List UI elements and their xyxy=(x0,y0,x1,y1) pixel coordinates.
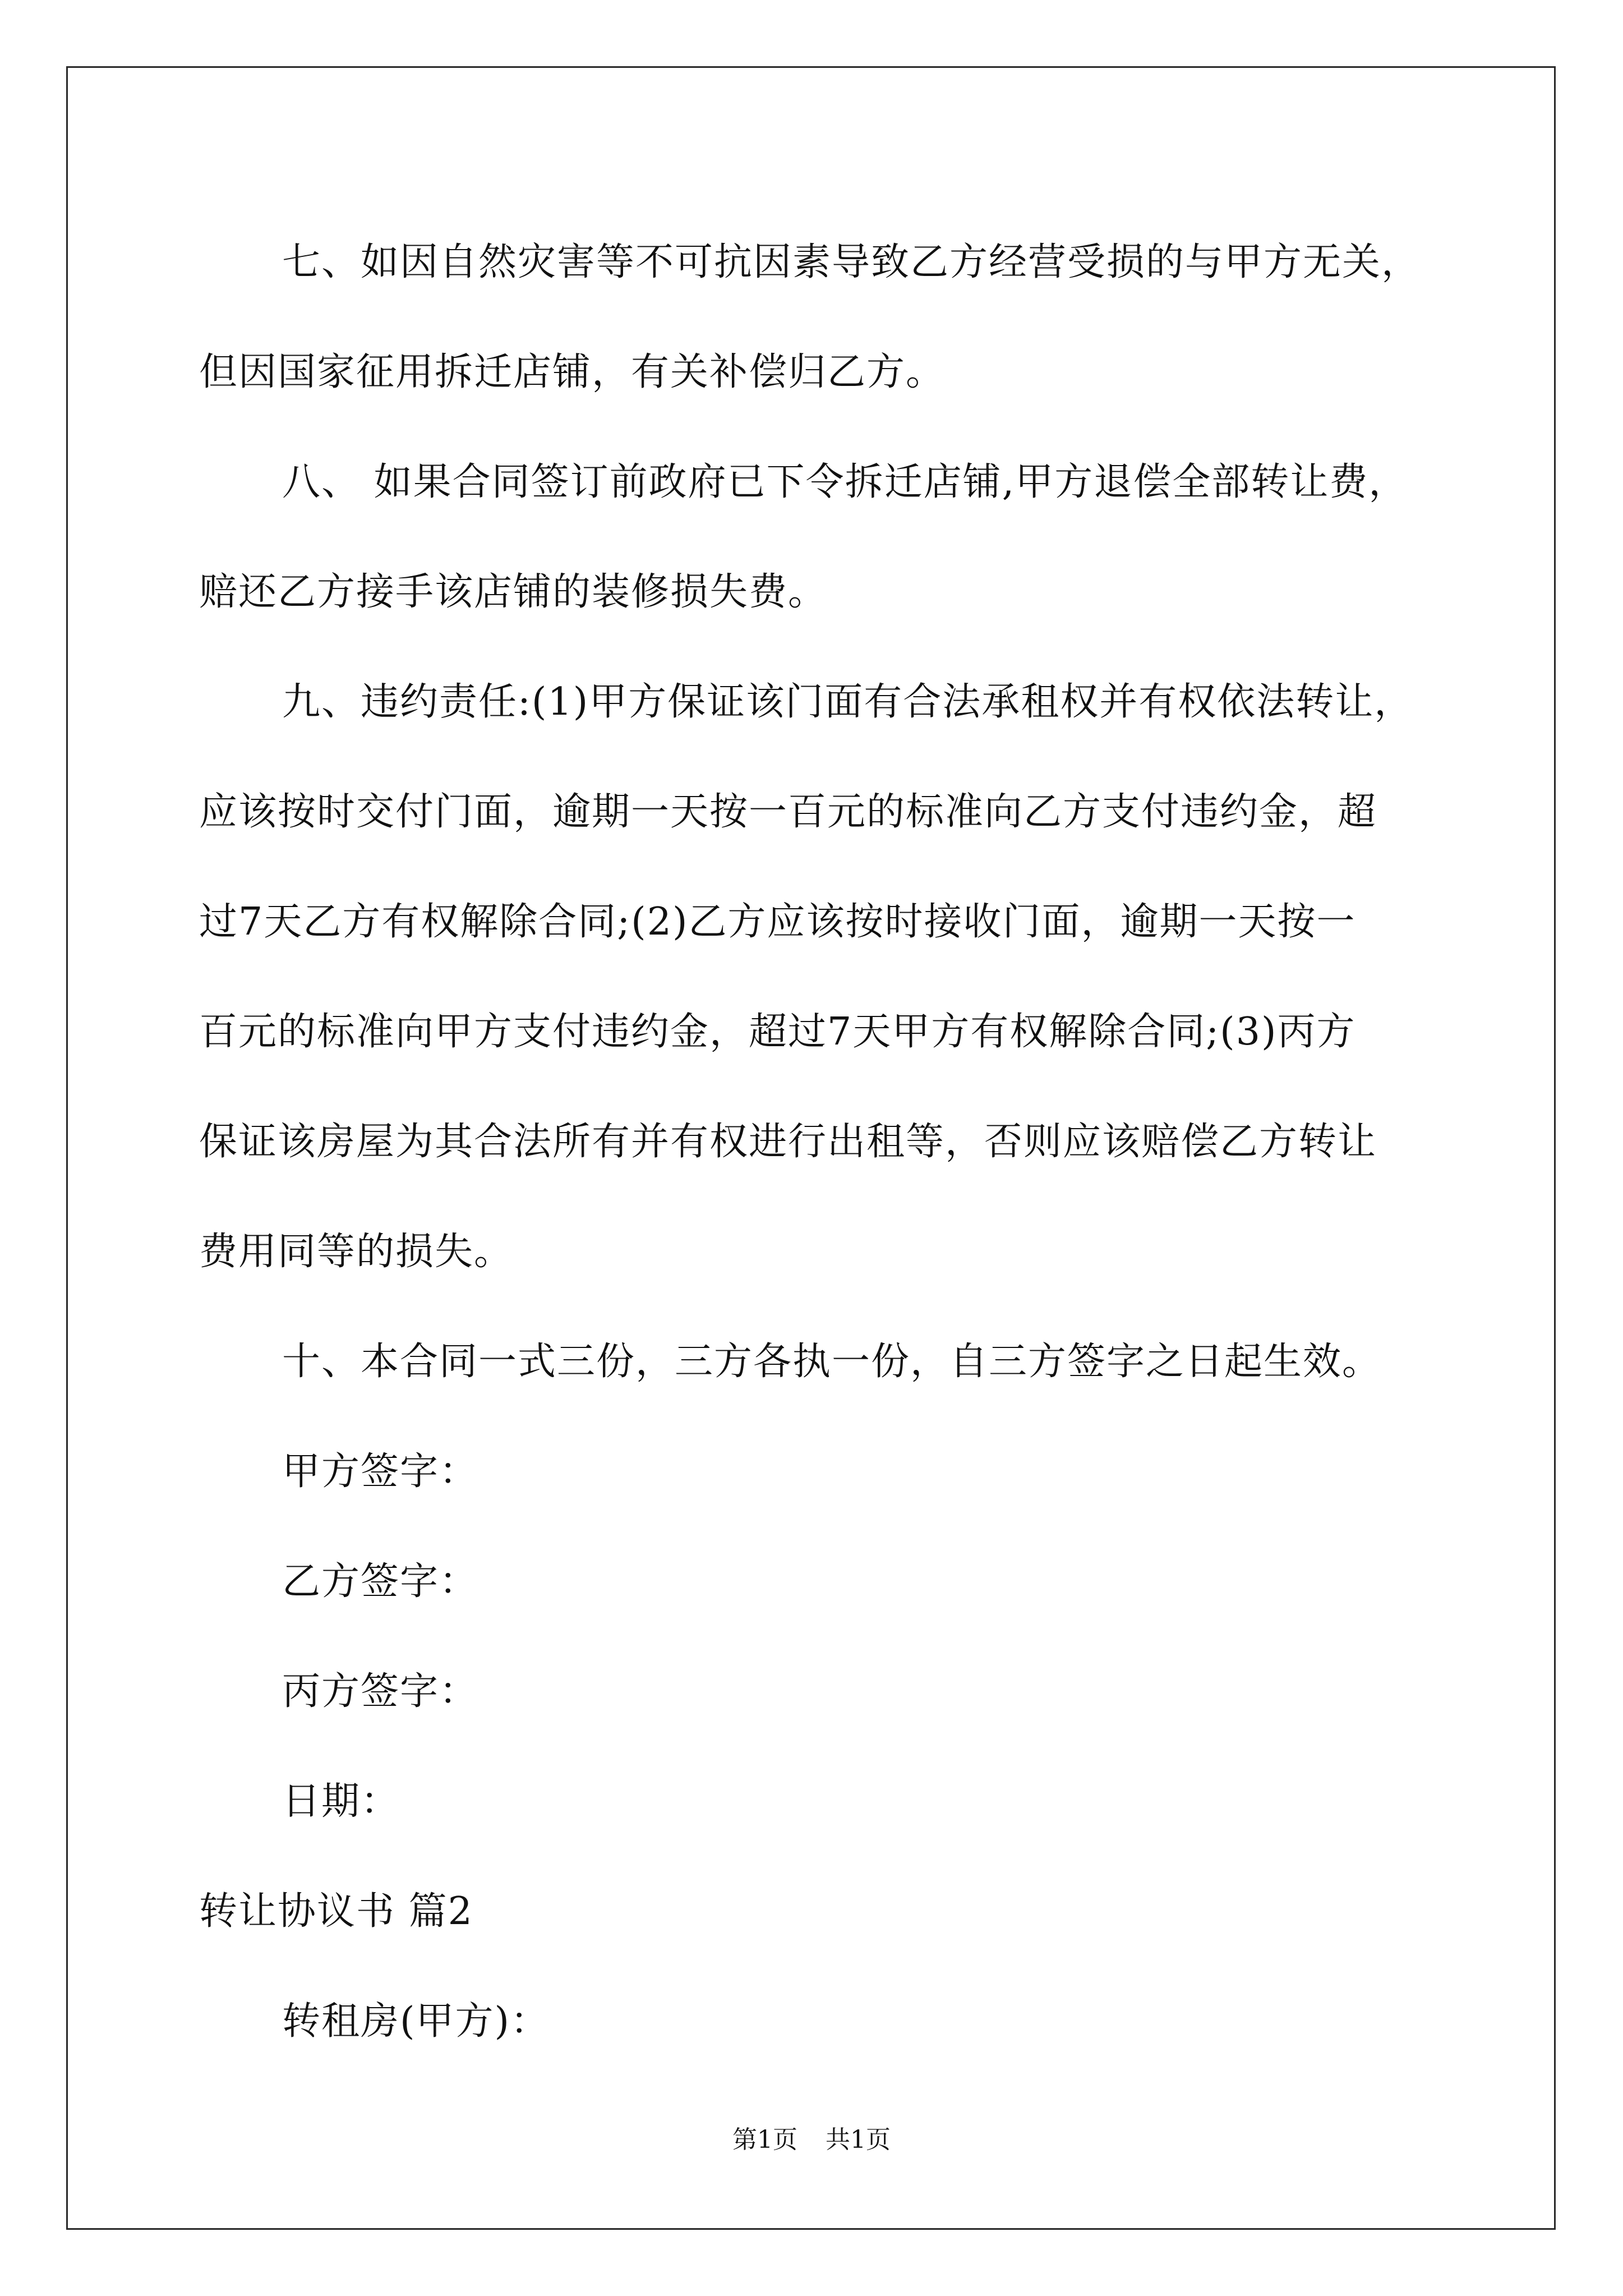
page-number-current: 第1页 xyxy=(732,2125,797,2154)
clause-7-paragraph xyxy=(199,208,1467,427)
clause-7-line-2: 但因国家征用拆迁店铺，有关补偿归乙方。 xyxy=(199,350,946,394)
document-body xyxy=(199,208,1467,2077)
clause-8-line-2: 赔还乙方接手该店铺的装修损失费。 xyxy=(199,570,828,614)
party-b-signature xyxy=(199,1527,1467,1637)
date-field xyxy=(199,1747,1467,1857)
page-number-total: 共1页 xyxy=(826,2125,891,2154)
clause-9-line-3: 过7天乙方有权解除合同;(2)乙方应该按时接收门面，逾期一天按一 xyxy=(199,900,1356,944)
page-footer xyxy=(0,2123,1623,2157)
clause-9-line-1: 九、违约责任:(1)甲方保证该门面有合法承租权并有权依法转让， xyxy=(282,680,1414,724)
clause-8-paragraph xyxy=(199,427,1467,647)
clause-8-line-1: 八、 如果合同签订前政府已下令拆迁店铺,甲方退偿全部转让费， xyxy=(282,460,1408,504)
clause-9-line-4: 百元的标准向甲方支付违约金，超过7天甲方有权解除合同;(3)丙方 xyxy=(199,1010,1356,1054)
party-a-signature-label: 甲方签字： xyxy=(282,1450,479,1494)
clause-9-paragraph xyxy=(199,647,1467,1307)
clause-7-line-1: 七、如因自然灾害等不可抗因素导致乙方经营受损的与甲方无关， xyxy=(282,240,1421,284)
clause-9-line-2: 应该按时交付门面，逾期一天按一百元的标准向乙方支付违约金，超 xyxy=(199,790,1377,834)
party-c-signature xyxy=(199,1637,1467,1747)
party-c-signature-label: 丙方签字： xyxy=(282,1669,479,1714)
clause-9-line-5: 保证该房屋为其合法所有并有权进行出租等，否则应该赔偿乙方转让 xyxy=(199,1120,1377,1164)
date-label: 日期： xyxy=(282,1779,400,1824)
clause-10-paragraph xyxy=(199,1307,1467,1417)
party-a-signature xyxy=(199,1417,1467,1527)
party-b-signature-label: 乙方签字： xyxy=(282,1559,479,1604)
clause-9-line-6: 费用同等的损失。 xyxy=(199,1230,514,1274)
section-heading-text: 转让协议书 篇2 xyxy=(199,1889,473,1934)
sublessor-label: 转租房(甲方)： xyxy=(282,1999,550,2044)
clause-10-line-1: 十、本合同一式三份，三方各执一份，自三方签字之日起生效。 xyxy=(282,1340,1382,1384)
section-heading xyxy=(199,1857,1467,1967)
sublessor-field xyxy=(199,1967,1467,2077)
